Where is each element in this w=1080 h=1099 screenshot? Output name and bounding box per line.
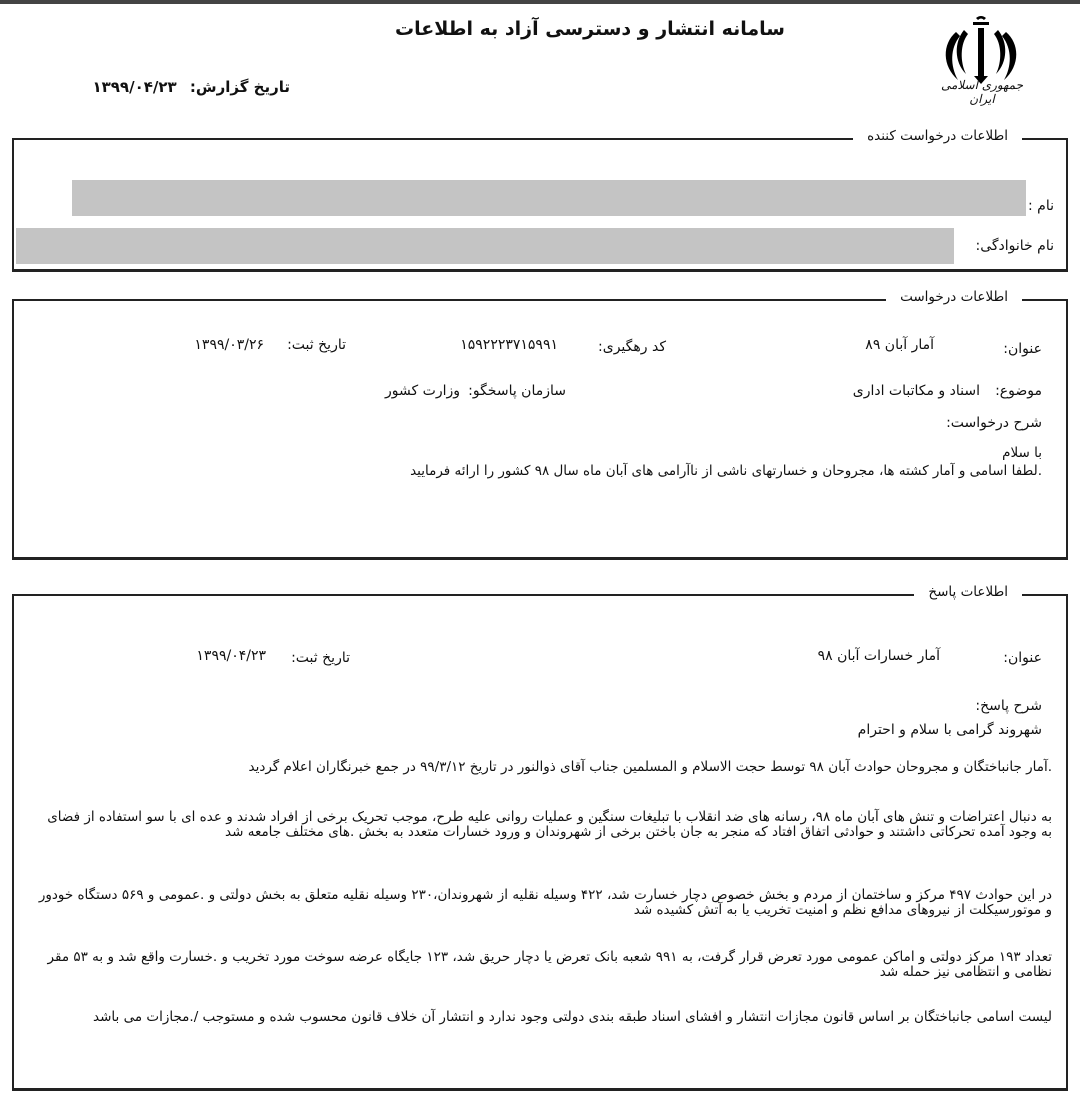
request-reg-date-value: ۱۳۹۹/۰۳/۲۶	[194, 337, 264, 353]
response-paragraph: لیست اسامی جانباختگان بر اساس قانون مجازات انتشار و افشای اسناد طبقه بندی دولتی وجود ندارد و انتشار آن خلاف قانون محسوب شده و مستوجب /.مجازات می باشد	[93, 1009, 1052, 1025]
first-name-label: نام :	[1028, 198, 1054, 214]
requester-section	[12, 128, 1068, 272]
report-date-value: ۱۳۹۹/۰۴/۲۳	[92, 78, 177, 96]
request-title-value: آمار آبان ۸۹	[865, 337, 934, 353]
topic-value: اسناد و مکاتبات اداری	[852, 383, 980, 399]
response-paragraph: .آمار جانباختگان و مجروحان حوادث آبان ۹۸ توسط حجت الاسلام و المسلمین جناب آقای ذوالنور در تاریخ ۹۹/۳/۱۲ در جمع خبرنگاران اعلام گردید	[248, 759, 1052, 775]
request-description-line: با سلام	[1002, 445, 1042, 461]
request-description-label: شرح درخواست:	[946, 415, 1042, 431]
response-section	[12, 584, 1068, 1091]
last-name-label: نام خانوادگی:	[975, 238, 1054, 254]
tracking-code-value: ۱۵۹۲۲۲۳۷۱۵۹۹۱	[460, 337, 558, 353]
request-reg-date-label: تاریخ ثبت:	[287, 337, 346, 353]
response-reg-date-label: تاریخ ثبت:	[291, 650, 350, 666]
request-description-line: .لطفا اسامی و آمار کشته ها، مجروحان و خسارتهای ناشی از ناآرامی های آبان ماه سال ۹۸ کشور را ارائه فرمایید	[410, 463, 1042, 479]
emblem-caption: جمهوری اسلامی ایران	[940, 78, 1024, 106]
last-name-redacted	[16, 228, 954, 264]
report-date-label: تاریخ گزارش:	[189, 78, 290, 96]
request-legend: اطلاعات درخواست	[886, 289, 1022, 305]
responder-org-value: وزارت کشور	[385, 383, 460, 399]
request-section	[12, 289, 1068, 560]
topic-label: موضوع:	[995, 383, 1042, 399]
response-title-value: آمار خسارات آبان ۹۸	[817, 648, 940, 664]
tracking-code-label: کد رهگیری:	[598, 339, 666, 355]
response-paragraph: در این حوادث ۴۹۷ مرکز و ساختمان از مردم و بخش خصوص دچار خسارت شد، ۴۲۲ وسیله نقلیه از شهروندان،۲۳۰ وسیله نقلیه متعلق به بخش دولتی و .عمومی و ۵۶۹ دستگاه خودور و موتورسیکلت از نیروهای مدافع نظم و امنیت تخریب یا به آتش کشیده شد	[38, 887, 1052, 918]
response-greeting: شهروند گرامی با سلام و احترام	[857, 722, 1042, 738]
request-title-label: عنوان:	[1003, 341, 1042, 357]
response-paragraph: تعداد ۱۹۳ مرکز دولتی و اماکن عمومی مورد تعرض قرار گرفت، به ۹۹۱ شعبه بانک تعرض یا دچار حریق شد، ۱۲۳ جایگاه عرضه سوخت مورد تخریب و .خسارت واقع شد و به ۵۳ مقر نظامی و انتظامی نیز حمله شد	[47, 949, 1052, 980]
response-description-label: شرح پاسخ:	[975, 698, 1042, 714]
responder-org-label: سازمان پاسخگو:	[468, 383, 566, 399]
report-date	[80, 78, 290, 96]
response-legend: اطلاعات پاسخ	[914, 584, 1022, 600]
response-paragraph: به دنبال اعتراضات و تنش های آبان ماه ۹۸، رسانه های ضد انقلاب با تبلیغات سنگین و عملیات روانی علیه طرح، موجب تحریک برخی از افراد شدند و عده ای با سو استفاده از فضای به وجود آمده تحرکاتی داشتند و حوادثی اتفاق افتاد که منجر به جان باختن برخی از شهروندان و ورود خسارات متعدد به بخش .های مختلف جامعه شد	[47, 809, 1052, 840]
top-edge-bar	[0, 0, 1080, 4]
response-title-label: عنوان:	[1003, 650, 1042, 666]
page-title: سامانه انتشار و دسترسی آزاد به اطلاعات	[394, 18, 785, 40]
requester-legend: اطلاعات درخواست کننده	[853, 128, 1022, 144]
first-name-redacted	[72, 180, 1026, 216]
response-reg-date-value: ۱۳۹۹/۰۴/۲۳	[196, 648, 266, 664]
